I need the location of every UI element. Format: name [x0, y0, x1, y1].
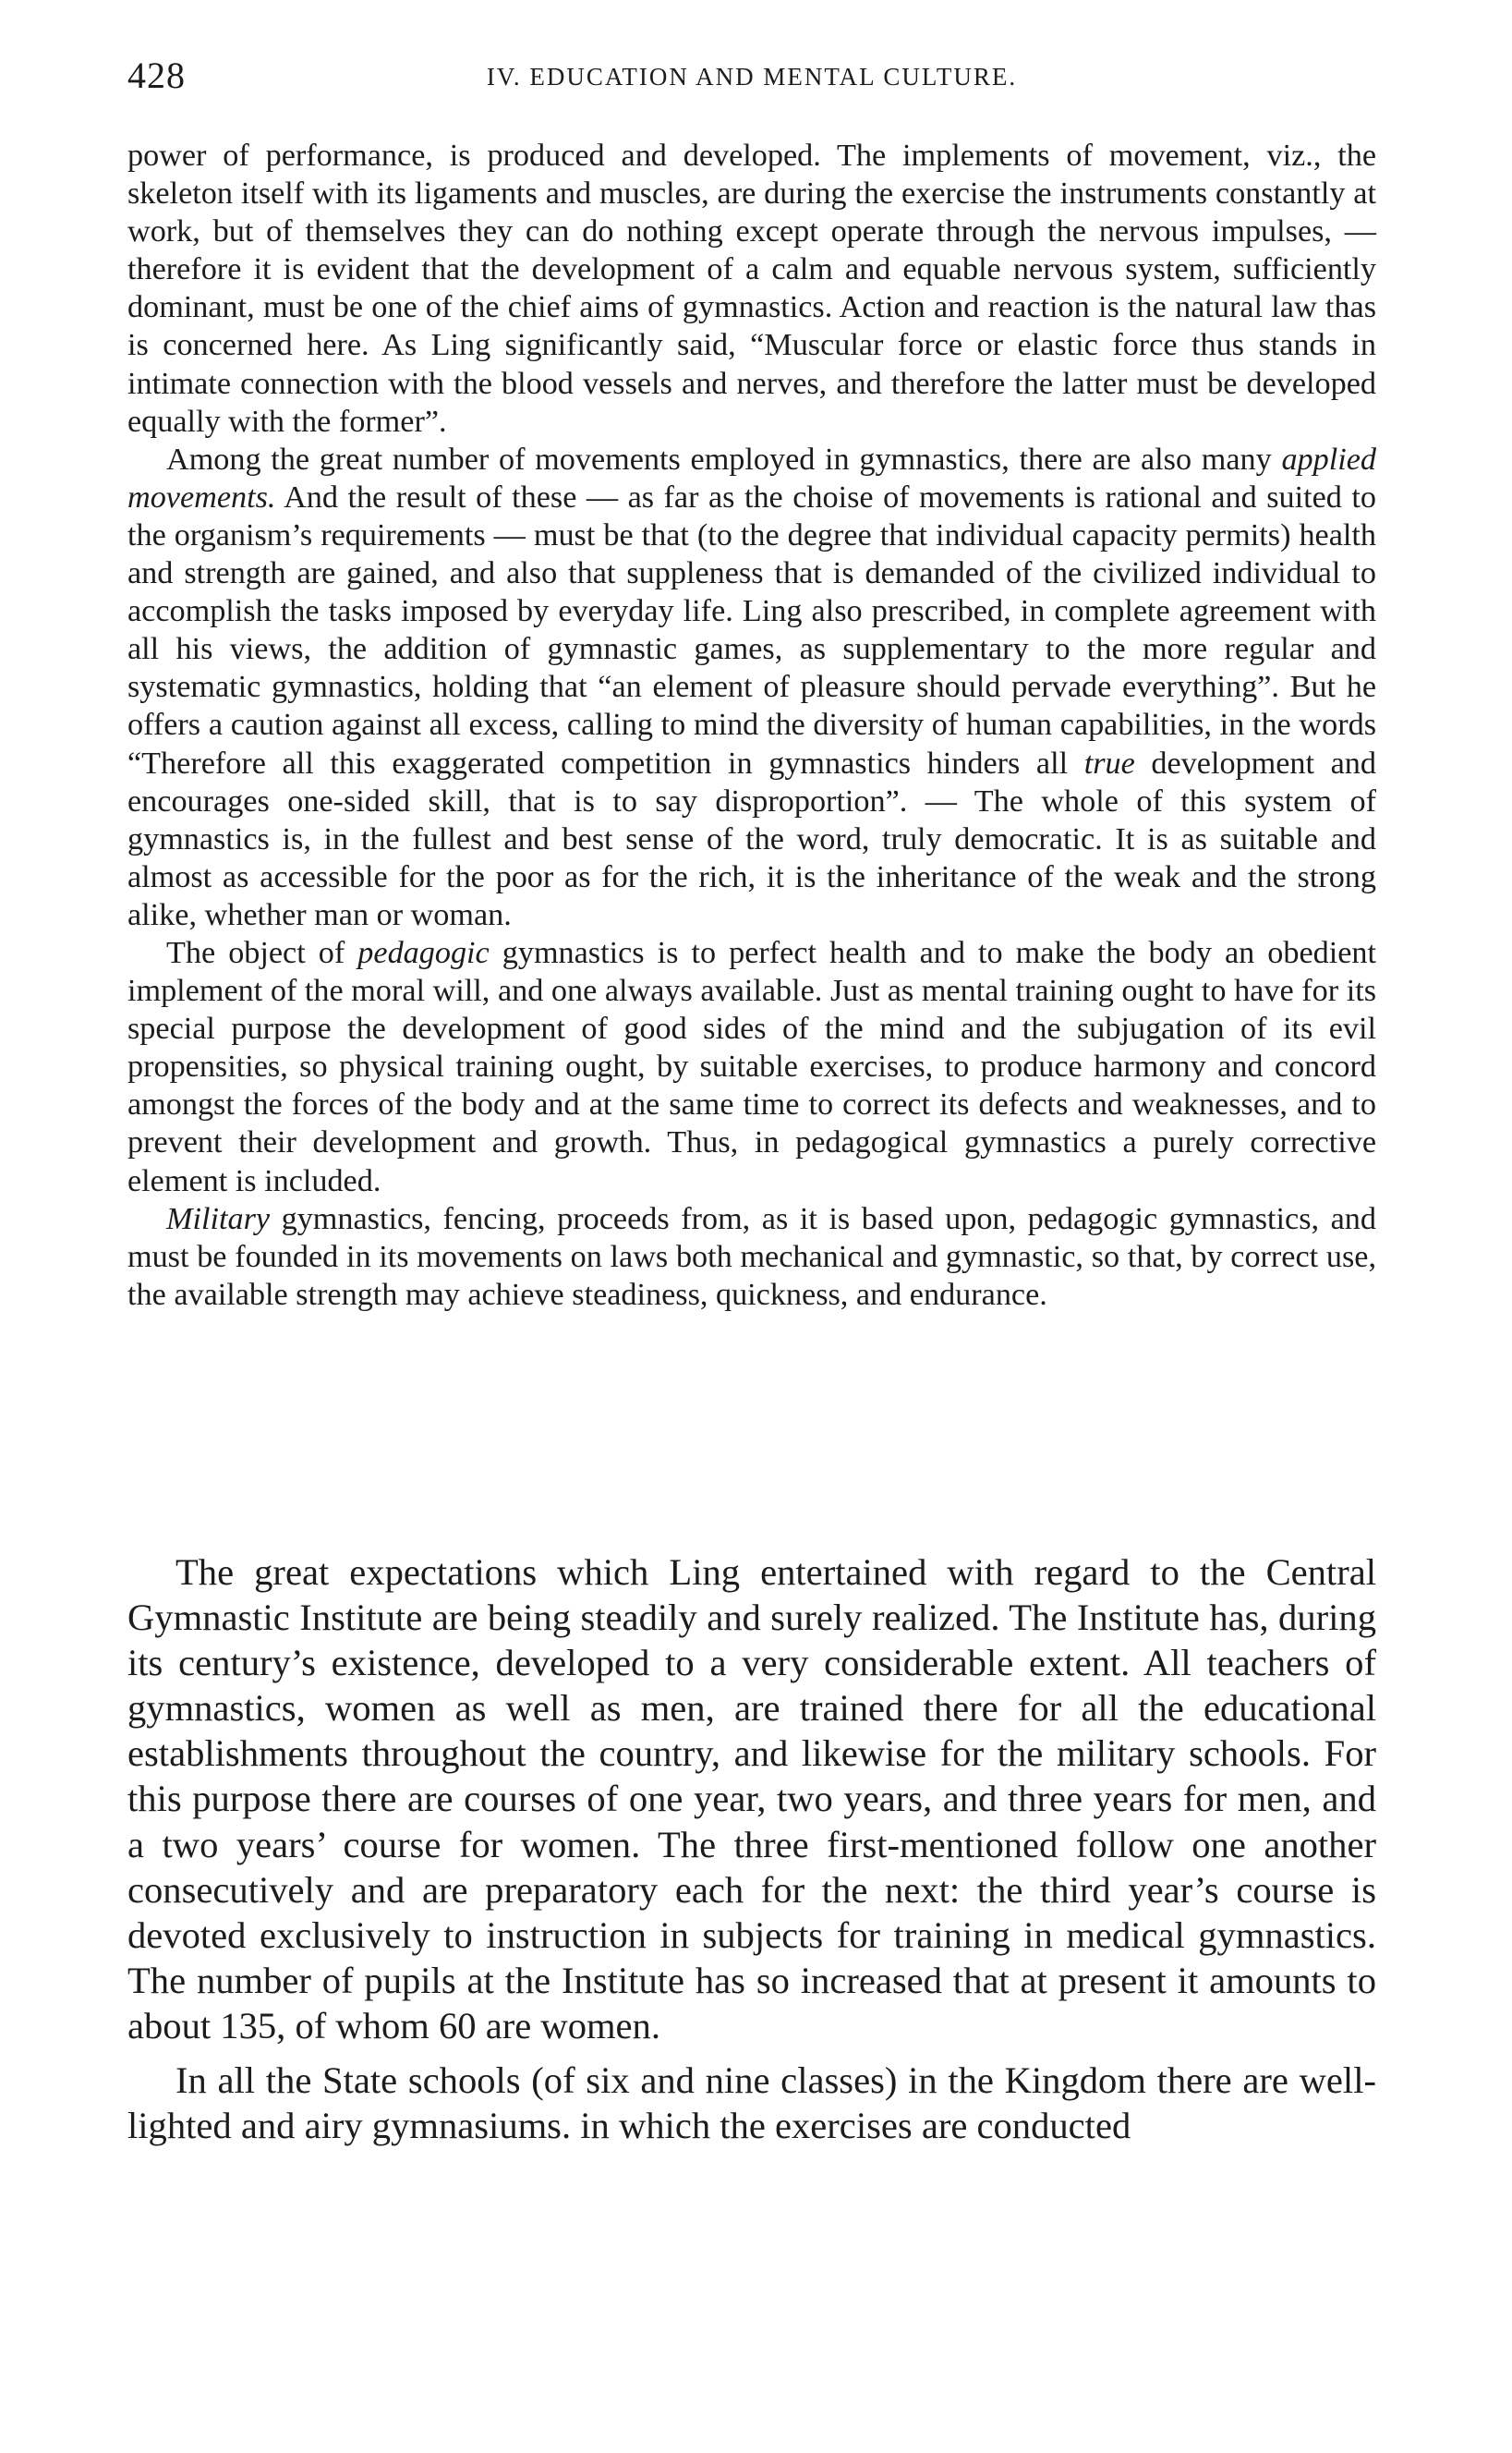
quoted-passage: [127, 137, 1376, 1314]
text-run: Among the great number of movements employed in gymnastics, there are also many: [166, 442, 1282, 477]
text-run: gymnastics, fencing, proceeds from, as it is based upon, pedagogic gymnastics, and must be founded in its movements on laws both mechanical and gymnastic, so that, by correct use, the available strength may achieve steadiness, quickness, and endurance.: [127, 1201, 1376, 1312]
page-number: 428: [127, 55, 186, 96]
main-paragraph-1: The great expectations which Ling entertained with regard to the Central Gymnastic Institute are being steadily and surely realized. The Institute has, during its century’s existence, developed to a very considerable extent. All teachers of gymnastics, women as well as men, are trained there for all the educational establishments throughout the country, and likewise for the military schools. For this purpose there are courses of one year, two years, and three years for men, and a two years’ course for women. The three first-mentioned follow one another consecutively and are preparatory each for the next: the third year’s course is devoted exclusively to instruction in subjects for training in medical gymnastics. The number of pupils at the Institute has so increased that at present it amounts to about 135, of whom 60 are women.: [127, 1551, 1376, 2046]
italic-word: pedagogic: [357, 935, 490, 970]
quoted-paragraph-4: [127, 1200, 1376, 1314]
quoted-paragraph-2: [127, 441, 1376, 934]
running-head: IV. EDUCATION AND MENTAL CULTURE.: [486, 63, 1018, 91]
italic-word: true: [1083, 746, 1135, 781]
italic-word: Military: [166, 1201, 271, 1236]
quoted-paragraph-3: [127, 934, 1376, 1200]
text-run: And the result of these — as far as the choise of movements is rational and suited to the organism’s requirements — must be that (to the degree that individual capacity permits) health and strength are gained, and also that suppleness that is demanded of the civilized individual to accomplish the tasks imposed by everyday life. Ling also prescribed, in complete agreement with all his views, the addition of gymnastic games, as supplementary to the more regular and systematic gymnastics, holding that “an element of pleasure should pervade everything”. But he offers a caution against all excess, calling to mind the diversity of human capabilities, in the words “Therefore all this exaggerated competition in gymnastics hinders all: [127, 480, 1376, 781]
main-text: [127, 1549, 1376, 2157]
italic-phrase: applied movements.: [127, 442, 1376, 515]
page-header: [127, 54, 1376, 100]
quoted-paragraph-1: power of performance, is produced and developed. The implements of movement, viz., the skeleton itself with its ligaments and muscles, are during the exercise the instruments constantly at work, but of themselves they can do nothing except operate through the nervous impulses, — therefore it is evident that the development of a calm and equable nervous system, sufficiently dominant, must be one of the chief aims of gymnastics. Action and reaction is the natural law thas is concerned here. As Ling significantly said, “Muscular force or elastic force thus stands in intimate connection with the blood vessels and nerves, and therefore the latter must be developed equally with the former”.: [127, 139, 1376, 439]
main-paragraph-2: In all the State schools (of six and nine classes) in the Kingdom there are well-lighted and airy gymnasiums. in which the exercises are conducted: [127, 2059, 1376, 2147]
text-run: The object of: [166, 935, 358, 970]
text-run: gymnastics is to perfect health and to make the body an obedient implement of the moral will, and one always available. Just as mental training ought to have for its special purpose the development of good sides of the mind and the subjugation of its evil propensities, so physical training ought, by suitable exercises, to produce harmony and concord amongst the forces of the body and at the same time to correct its defects and weaknesses, and to prevent their development and growth. Thus, in pedagogical gymnastics a purely corrective element is included.: [127, 935, 1376, 1198]
text-run: development and encourages one-sided skill, that is to say disproportion”. — The whole of this system of gymnastics is, in the fullest and best sense of the word, truly democratic. It is as suitable and almost as accessible for the poor as for the rich, it is the inheritance of the weak and the strong alike, whether man or woman.: [127, 746, 1376, 932]
